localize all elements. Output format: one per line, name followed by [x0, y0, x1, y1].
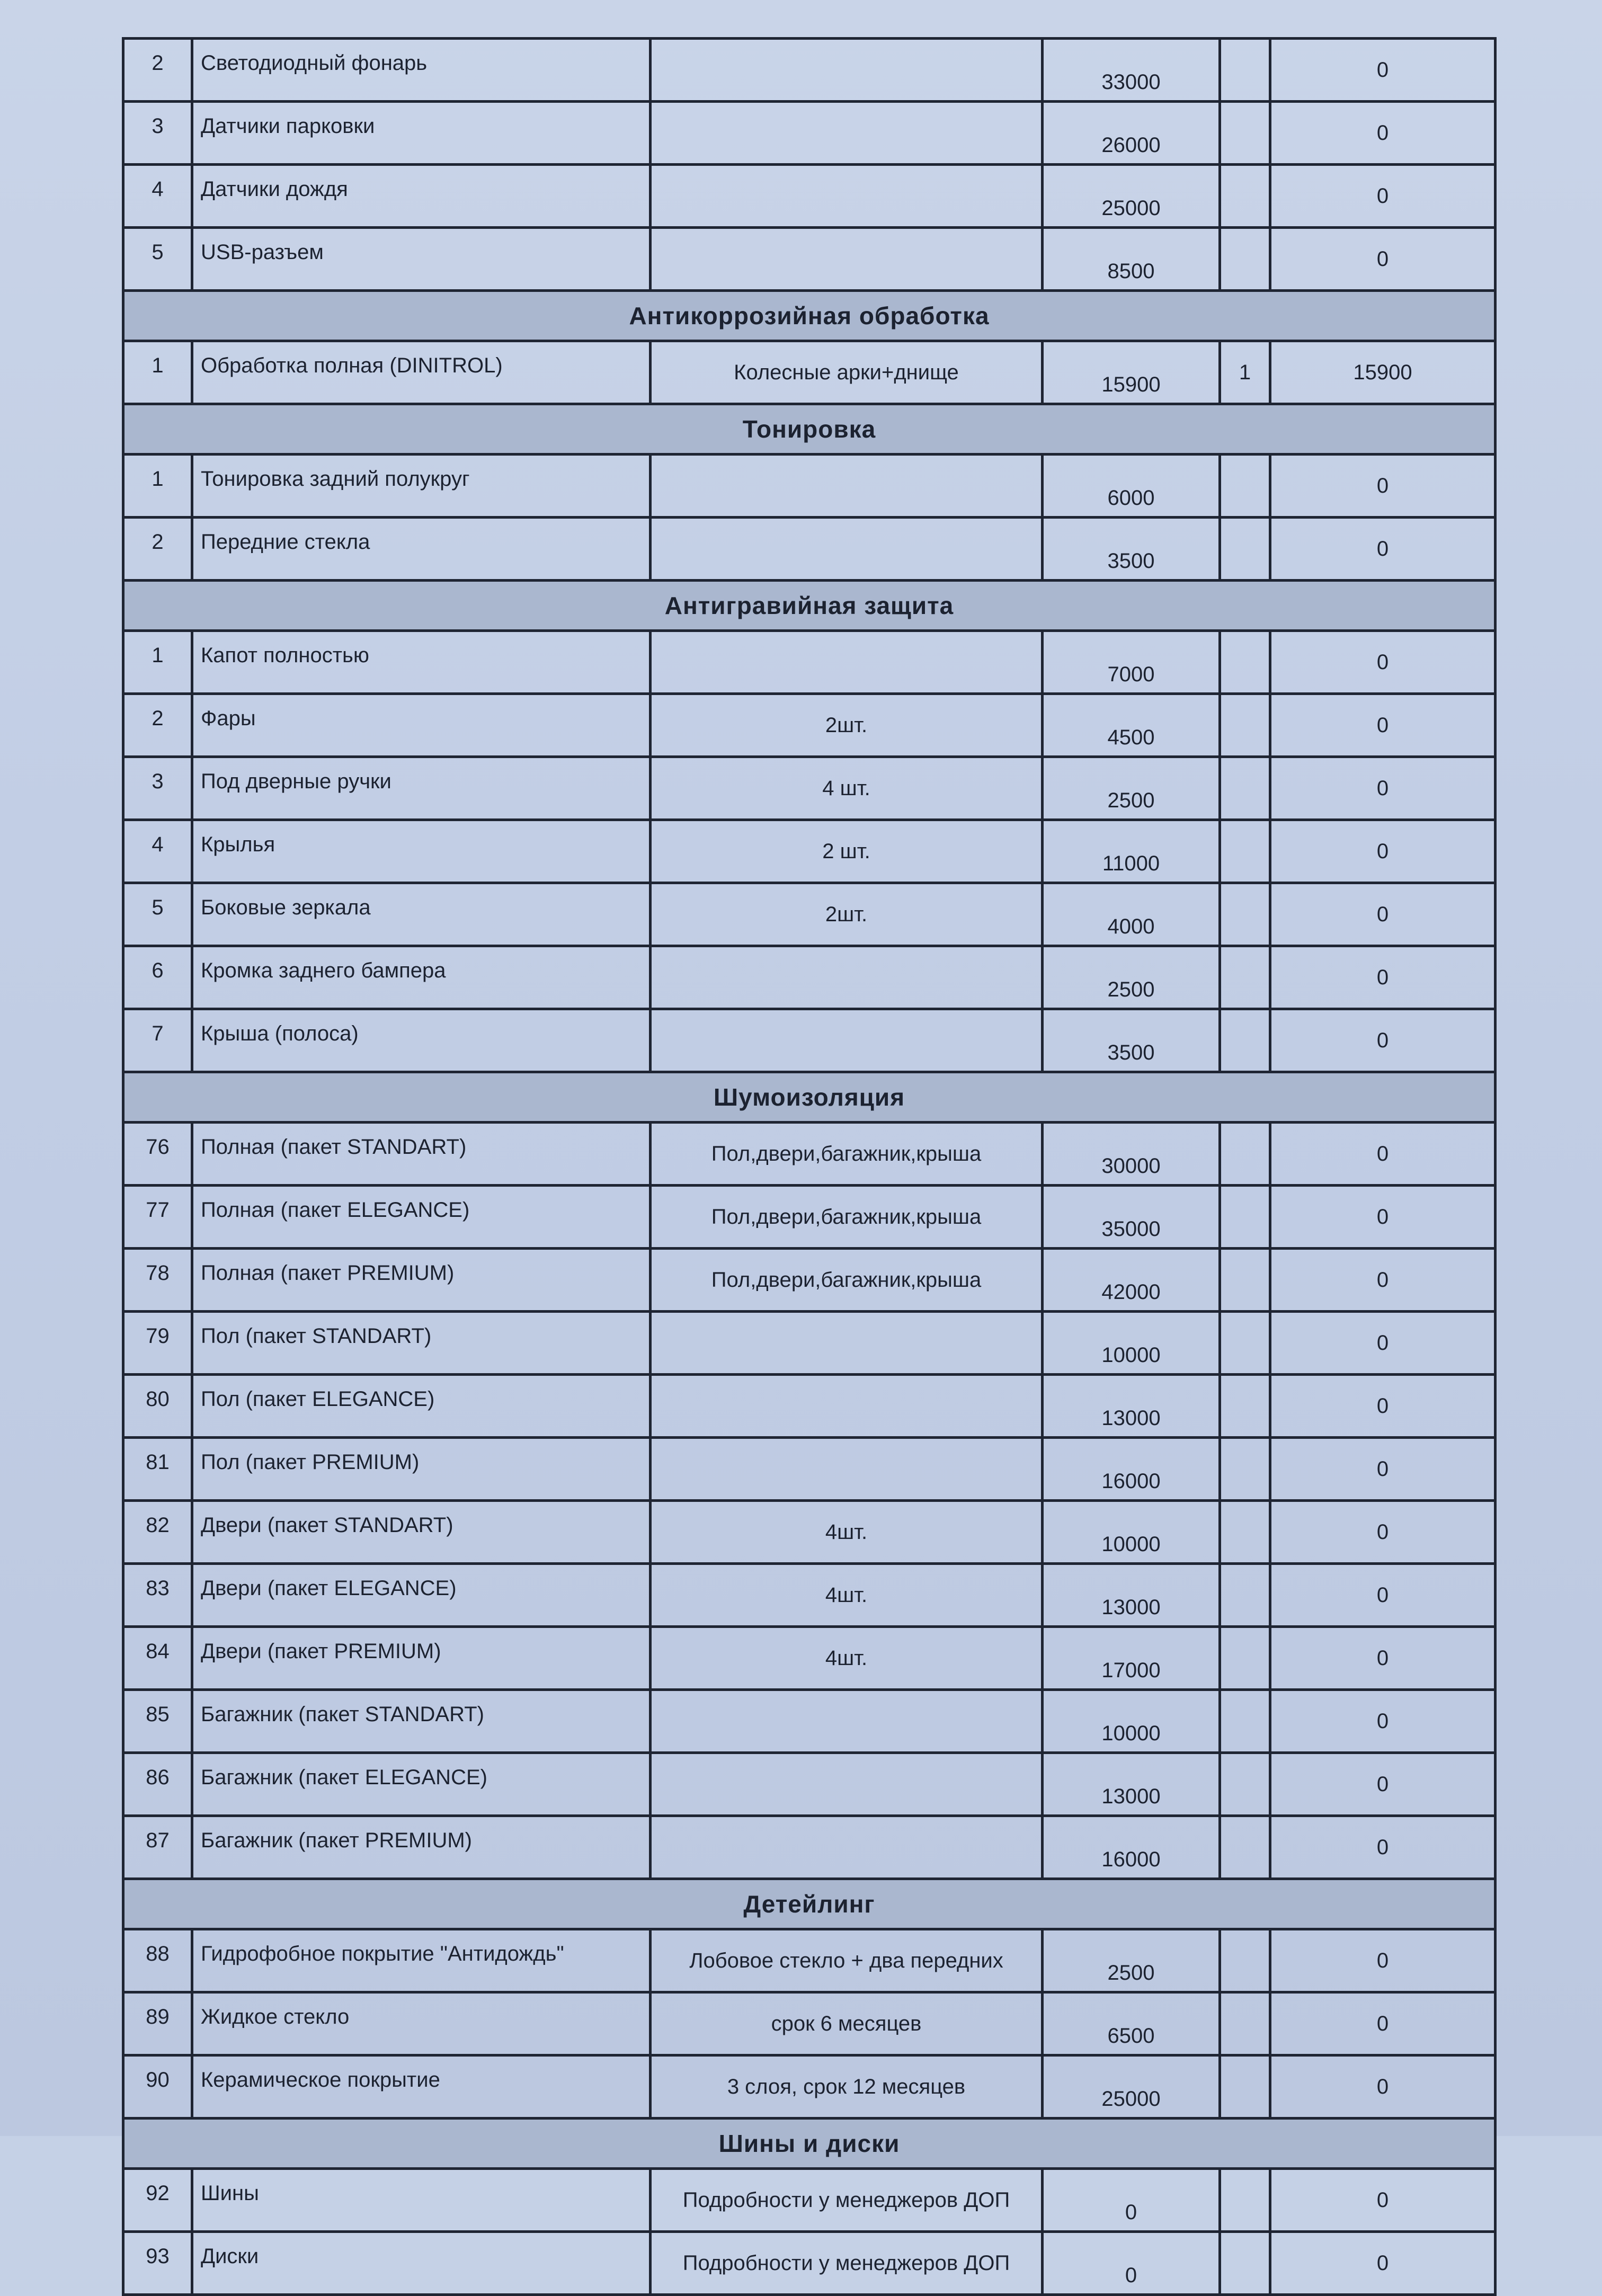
cell-num: 4 [123, 820, 192, 883]
cell-num: 2 [123, 694, 192, 757]
table-row [123, 2169, 1496, 2232]
cell-name: Полная (пакет ELEGANCE) [192, 1186, 651, 1249]
cell-name: Багажник (пакет PREMIUM) [192, 1816, 651, 1879]
cell-price: 0 [1043, 2232, 1220, 2295]
cell-desc [651, 228, 1043, 291]
section-title: Шумоизоляция [123, 1072, 1496, 1123]
cell-name: Капот полностью [192, 631, 651, 694]
cell-desc: 2шт. [651, 694, 1043, 757]
cell-sum: 0 [1270, 1501, 1496, 1564]
table-row [123, 341, 1496, 404]
cell-num: 5 [123, 883, 192, 946]
cell-sum: 0 [1270, 2055, 1496, 2119]
cell-desc: 4шт. [651, 1627, 1043, 1690]
cell-qty [1220, 165, 1270, 228]
cell-name: Крыша (полоса) [192, 1009, 651, 1072]
cell-name: Жидкое стекло [192, 1992, 651, 2055]
table-row [123, 1501, 1496, 1564]
cell-qty [1220, 1627, 1270, 1690]
cell-name: Обработка полная (DINITROL) [192, 341, 651, 404]
cell-qty [1220, 1690, 1270, 1753]
cell-price: 2500 [1043, 757, 1220, 820]
section-title: Антигравийная защита [123, 581, 1496, 631]
cell-desc [651, 1009, 1043, 1072]
cell-price: 6000 [1043, 455, 1220, 518]
cell-sum: 0 [1270, 946, 1496, 1009]
cell-price: 6500 [1043, 1992, 1220, 2055]
cell-name: Кромка заднего бампера [192, 946, 651, 1009]
cell-num: 85 [123, 1690, 192, 1753]
cell-sum: 0 [1270, 883, 1496, 946]
cell-price: 10000 [1043, 1501, 1220, 1564]
cell-num: 79 [123, 1312, 192, 1375]
cell-sum: 0 [1270, 1627, 1496, 1690]
cell-sum: 0 [1270, 631, 1496, 694]
cell-name: Пол (пакет STANDART) [192, 1312, 651, 1375]
cell-sum: 0 [1270, 1816, 1496, 1879]
cell-qty [1220, 2055, 1270, 2119]
cell-name: Багажник (пакет STANDART) [192, 1690, 651, 1753]
cell-price: 30000 [1043, 1123, 1220, 1186]
cell-price: 33000 [1043, 39, 1220, 102]
price-table [122, 37, 1497, 2296]
cell-sum: 0 [1270, 1312, 1496, 1375]
cell-qty: 1 [1220, 341, 1270, 404]
cell-qty [1220, 1123, 1270, 1186]
table-row [123, 1753, 1496, 1816]
table-row [123, 102, 1496, 165]
cell-qty [1220, 820, 1270, 883]
cell-sum: 0 [1270, 1123, 1496, 1186]
cell-sum: 0 [1270, 1009, 1496, 1072]
table-row [123, 2055, 1496, 2119]
cell-sum: 0 [1270, 2232, 1496, 2295]
cell-desc [651, 102, 1043, 165]
section-header-row [123, 1879, 1496, 1929]
section-header-row [123, 291, 1496, 341]
cell-price: 25000 [1043, 165, 1220, 228]
cell-price: 35000 [1043, 1186, 1220, 1249]
cell-num: 84 [123, 1627, 192, 1690]
cell-price: 8500 [1043, 228, 1220, 291]
cell-price: 11000 [1043, 820, 1220, 883]
table-row [123, 1312, 1496, 1375]
cell-sum: 0 [1270, 820, 1496, 883]
cell-sum: 0 [1270, 102, 1496, 165]
cell-desc: 3 слоя, срок 12 месяцев [651, 2055, 1043, 2119]
cell-num: 1 [123, 631, 192, 694]
table-row [123, 518, 1496, 581]
cell-desc [651, 1816, 1043, 1879]
cell-num: 83 [123, 1564, 192, 1627]
cell-name: Багажник (пакет ELEGANCE) [192, 1753, 651, 1816]
cell-desc [651, 165, 1043, 228]
cell-num: 88 [123, 1929, 192, 1992]
table-row [123, 228, 1496, 291]
cell-name: Двери (пакет ELEGANCE) [192, 1564, 651, 1627]
cell-qty [1220, 1312, 1270, 1375]
cell-num: 93 [123, 2232, 192, 2295]
section-title: Детейлинг [123, 1879, 1496, 1929]
cell-sum: 0 [1270, 694, 1496, 757]
cell-sum: 0 [1270, 1929, 1496, 1992]
cell-desc: Пол,двери,багажник,крыша [651, 1123, 1043, 1186]
cell-price: 13000 [1043, 1564, 1220, 1627]
cell-price: 17000 [1043, 1627, 1220, 1690]
section-header-row [123, 2119, 1496, 2169]
table-row [123, 39, 1496, 102]
cell-desc [651, 1690, 1043, 1753]
table-row [123, 455, 1496, 518]
cell-qty [1220, 1375, 1270, 1438]
cell-name: Под дверные ручки [192, 757, 651, 820]
table-row [123, 1438, 1496, 1501]
cell-price: 7000 [1043, 631, 1220, 694]
cell-num: 1 [123, 455, 192, 518]
cell-name: Полная (пакет PREMIUM) [192, 1249, 651, 1312]
cell-num: 7 [123, 1009, 192, 1072]
cell-desc [651, 1438, 1043, 1501]
cell-num: 76 [123, 1123, 192, 1186]
price-sheet [122, 37, 1494, 2296]
table-row [123, 1929, 1496, 1992]
cell-desc: Колесные арки+днище [651, 341, 1043, 404]
cell-num: 87 [123, 1816, 192, 1879]
cell-price: 15900 [1043, 341, 1220, 404]
cell-name: Гидрофобное покрытие "Антидождь" [192, 1929, 651, 1992]
cell-desc: 4 шт. [651, 757, 1043, 820]
cell-sum: 0 [1270, 39, 1496, 102]
cell-price: 25000 [1043, 2055, 1220, 2119]
cell-price: 4500 [1043, 694, 1220, 757]
cell-qty [1220, 2169, 1270, 2232]
cell-sum: 0 [1270, 518, 1496, 581]
table-row [123, 2232, 1496, 2295]
cell-price: 4000 [1043, 883, 1220, 946]
cell-name: Диски [192, 2232, 651, 2295]
cell-desc: 4шт. [651, 1564, 1043, 1627]
table-row [123, 757, 1496, 820]
cell-num: 6 [123, 946, 192, 1009]
cell-qty [1220, 455, 1270, 518]
cell-price: 42000 [1043, 1249, 1220, 1312]
cell-qty [1220, 1501, 1270, 1564]
cell-price: 3500 [1043, 1009, 1220, 1072]
cell-price: 13000 [1043, 1375, 1220, 1438]
cell-name: Полная (пакет STANDART) [192, 1123, 651, 1186]
cell-desc: Пол,двери,багажник,крыша [651, 1249, 1043, 1312]
cell-price: 10000 [1043, 1312, 1220, 1375]
cell-name: Фары [192, 694, 651, 757]
table-row [123, 946, 1496, 1009]
section-header-row [123, 404, 1496, 455]
cell-qty [1220, 1564, 1270, 1627]
cell-num: 92 [123, 2169, 192, 2232]
cell-name: Датчики парковки [192, 102, 651, 165]
cell-sum: 0 [1270, 455, 1496, 518]
cell-sum: 0 [1270, 1249, 1496, 1312]
table-row [123, 694, 1496, 757]
table-row [123, 1186, 1496, 1249]
cell-name: Крылья [192, 820, 651, 883]
cell-qty [1220, 1009, 1270, 1072]
cell-sum: 0 [1270, 1564, 1496, 1627]
cell-desc: 2шт. [651, 883, 1043, 946]
cell-qty [1220, 1929, 1270, 1992]
cell-desc [651, 455, 1043, 518]
cell-qty [1220, 757, 1270, 820]
cell-price: 26000 [1043, 102, 1220, 165]
cell-num: 2 [123, 518, 192, 581]
cell-num: 5 [123, 228, 192, 291]
cell-name: USB-разъем [192, 228, 651, 291]
cell-sum: 0 [1270, 1992, 1496, 2055]
cell-name: Пол (пакет ELEGANCE) [192, 1375, 651, 1438]
cell-sum: 15900 [1270, 341, 1496, 404]
cell-num: 77 [123, 1186, 192, 1249]
cell-price: 3500 [1043, 518, 1220, 581]
section-title: Шины и диски [123, 2119, 1496, 2169]
cell-sum: 0 [1270, 165, 1496, 228]
cell-num: 90 [123, 2055, 192, 2119]
cell-name: Боковые зеркала [192, 883, 651, 946]
cell-desc [651, 1375, 1043, 1438]
table-row [123, 1123, 1496, 1186]
cell-price: 16000 [1043, 1438, 1220, 1501]
table-row [123, 1992, 1496, 2055]
table-row [123, 1564, 1496, 1627]
cell-desc [651, 39, 1043, 102]
cell-num: 1 [123, 341, 192, 404]
cell-qty [1220, 102, 1270, 165]
table-row [123, 1009, 1496, 1072]
cell-num: 82 [123, 1501, 192, 1564]
table-row [123, 820, 1496, 883]
cell-qty [1220, 2232, 1270, 2295]
cell-qty [1220, 694, 1270, 757]
cell-price: 13000 [1043, 1753, 1220, 1816]
cell-sum: 0 [1270, 1375, 1496, 1438]
section-header-row [123, 581, 1496, 631]
table-row [123, 1690, 1496, 1753]
cell-price: 10000 [1043, 1690, 1220, 1753]
table-row [123, 1375, 1496, 1438]
cell-price: 0 [1043, 2169, 1220, 2232]
cell-qty [1220, 1992, 1270, 2055]
cell-sum: 0 [1270, 1186, 1496, 1249]
cell-num: 81 [123, 1438, 192, 1501]
cell-name: Шины [192, 2169, 651, 2232]
cell-num: 3 [123, 102, 192, 165]
cell-qty [1220, 518, 1270, 581]
cell-desc: 4шт. [651, 1501, 1043, 1564]
cell-sum: 0 [1270, 228, 1496, 291]
cell-desc [651, 1312, 1043, 1375]
cell-name: Светодиодный фонарь [192, 39, 651, 102]
table-row [123, 631, 1496, 694]
cell-num: 89 [123, 1992, 192, 2055]
cell-num: 78 [123, 1249, 192, 1312]
cell-sum: 0 [1270, 1438, 1496, 1501]
table-row [123, 1627, 1496, 1690]
cell-qty [1220, 1186, 1270, 1249]
cell-qty [1220, 946, 1270, 1009]
cell-sum: 0 [1270, 1753, 1496, 1816]
cell-qty [1220, 1753, 1270, 1816]
cell-price: 2500 [1043, 1929, 1220, 1992]
cell-name: Пол (пакет PREMIUM) [192, 1438, 651, 1501]
cell-desc [651, 631, 1043, 694]
cell-desc [651, 518, 1043, 581]
cell-num: 3 [123, 757, 192, 820]
cell-qty [1220, 228, 1270, 291]
cell-num: 80 [123, 1375, 192, 1438]
cell-sum: 0 [1270, 1690, 1496, 1753]
price-table-body [123, 39, 1496, 2295]
cell-sum: 0 [1270, 757, 1496, 820]
cell-price: 16000 [1043, 1816, 1220, 1879]
cell-desc: Лобовое стекло + два передних [651, 1929, 1043, 1992]
cell-desc: Пол,двери,багажник,крыша [651, 1186, 1043, 1249]
cell-name: Датчики дождя [192, 165, 651, 228]
cell-qty [1220, 1249, 1270, 1312]
cell-desc [651, 946, 1043, 1009]
section-title: Тонировка [123, 404, 1496, 455]
table-row [123, 1816, 1496, 1879]
cell-qty [1220, 631, 1270, 694]
cell-num: 86 [123, 1753, 192, 1816]
section-header-row [123, 1072, 1496, 1123]
cell-sum: 0 [1270, 2169, 1496, 2232]
cell-qty [1220, 39, 1270, 102]
cell-desc: срок 6 месяцев [651, 1992, 1043, 2055]
cell-desc: Подробности у менеджеров ДОП [651, 2232, 1043, 2295]
cell-desc [651, 1753, 1043, 1816]
cell-num: 2 [123, 39, 192, 102]
cell-name: Передние стекла [192, 518, 651, 581]
cell-desc: Подробности у менеджеров ДОП [651, 2169, 1043, 2232]
section-title: Антикоррозийная обработка [123, 291, 1496, 341]
cell-price: 2500 [1043, 946, 1220, 1009]
table-row [123, 1249, 1496, 1312]
cell-name: Тонировка задний полукруг [192, 455, 651, 518]
cell-qty [1220, 1438, 1270, 1501]
table-row [123, 883, 1496, 946]
cell-name: Двери (пакет PREMIUM) [192, 1627, 651, 1690]
cell-qty [1220, 1816, 1270, 1879]
cell-desc: 2 шт. [651, 820, 1043, 883]
table-row [123, 165, 1496, 228]
cell-num: 4 [123, 165, 192, 228]
cell-qty [1220, 883, 1270, 946]
cell-name: Двери (пакет STANDART) [192, 1501, 651, 1564]
cell-name: Керамическое покрытие [192, 2055, 651, 2119]
